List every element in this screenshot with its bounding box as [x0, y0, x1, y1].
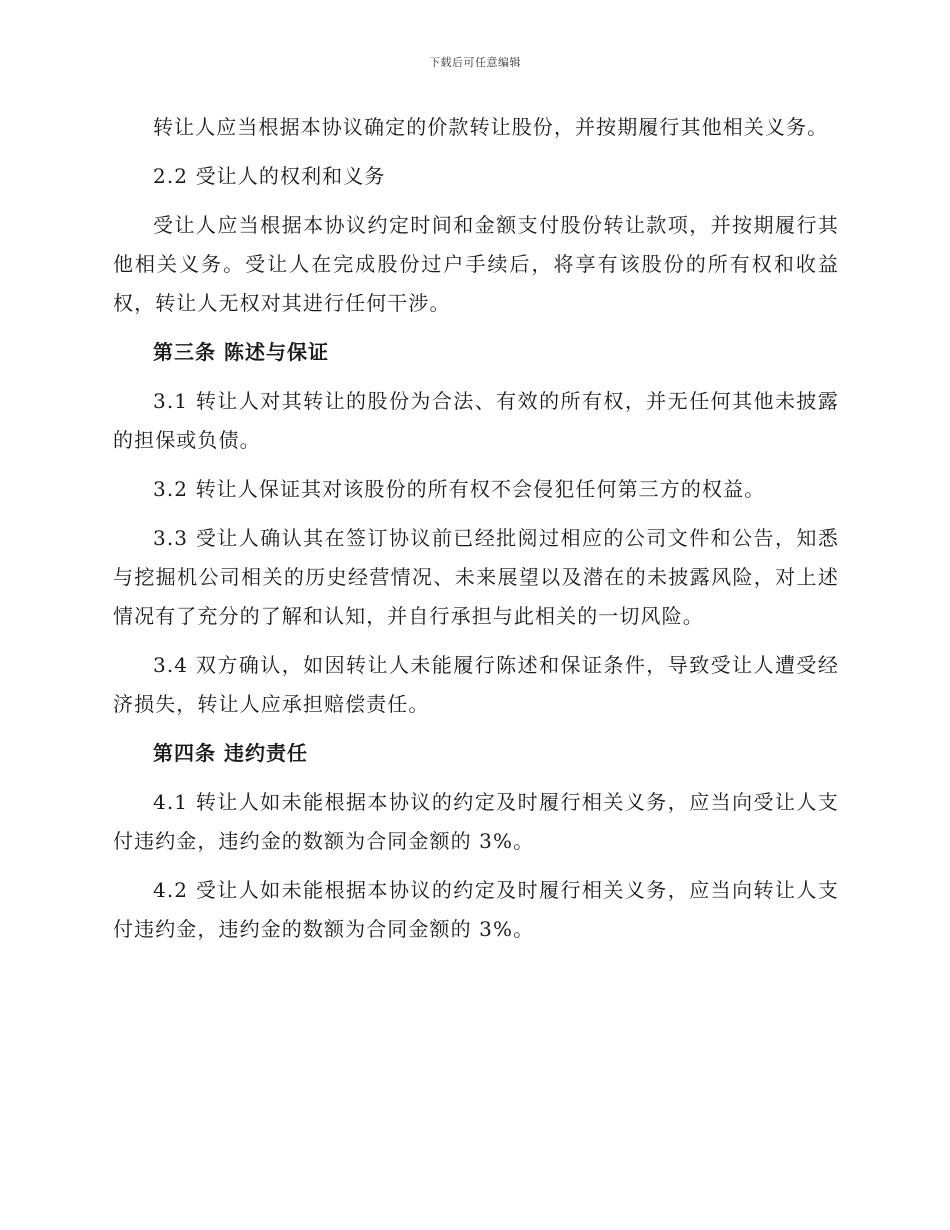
clause-4-1: 4.1 转让人如未能根据本协议的约定及时履行相关义务，应当向受让人支付违约金，违约金的数额为合同金额的 3%。 — [113, 790, 839, 853]
clause-3-1: 3.1 转让人对其转让的股份为合法、有效的所有权，并无任何其他未披露的担保或负债。 — [113, 389, 839, 452]
paragraph-transferee-obligation: 受让人应当根据本协议约定时间和金额支付股份转让款项，并按期履行其他相关义务。受让人在完成股份过户手续后，将享有该股份的所有权和收益权，转让人无权对其进行任何干涉。 — [113, 213, 839, 315]
document-body — [113, 108, 839, 949]
section-2-2-title: 2.2 受让人的权利和义务 — [153, 164, 386, 188]
clause-3-3: 3.3 受让人确认其在签订协议前已经批阅过相应的公司文件和公告，知悉与挖掘机公司相关的历史经营情况、未来展望以及潜在的未披露风险，对上述情况有了充分的了解和认知，并自行承担与此相关的一切风险。 — [113, 526, 839, 628]
clause-3-2: 3.2 转让人保证其对该股份的所有权不会侵犯任何第三方的权益。 — [153, 477, 766, 501]
page-header: 下载后可任意编辑 — [429, 56, 521, 69]
article-4-heading: 第四条 违约责任 — [153, 741, 308, 765]
clause-4-2: 4.2 受让人如未能根据本协议的约定及时履行相关义务，应当向转让人支付违约金，违约金的数额为合同金额的 3%。 — [113, 878, 839, 941]
article-3-heading: 第三条 陈述与保证 — [153, 340, 329, 364]
paragraph-transferor-obligation: 转让人应当根据本协议确定的价款转让股份，并按期履行其他相关义务。 — [153, 115, 829, 139]
clause-3-4: 3.4 双方确认，如因转让人未能履行陈述和保证条件，导致受让人遭受经济损失，转让人应承担赔偿责任。 — [113, 653, 839, 716]
